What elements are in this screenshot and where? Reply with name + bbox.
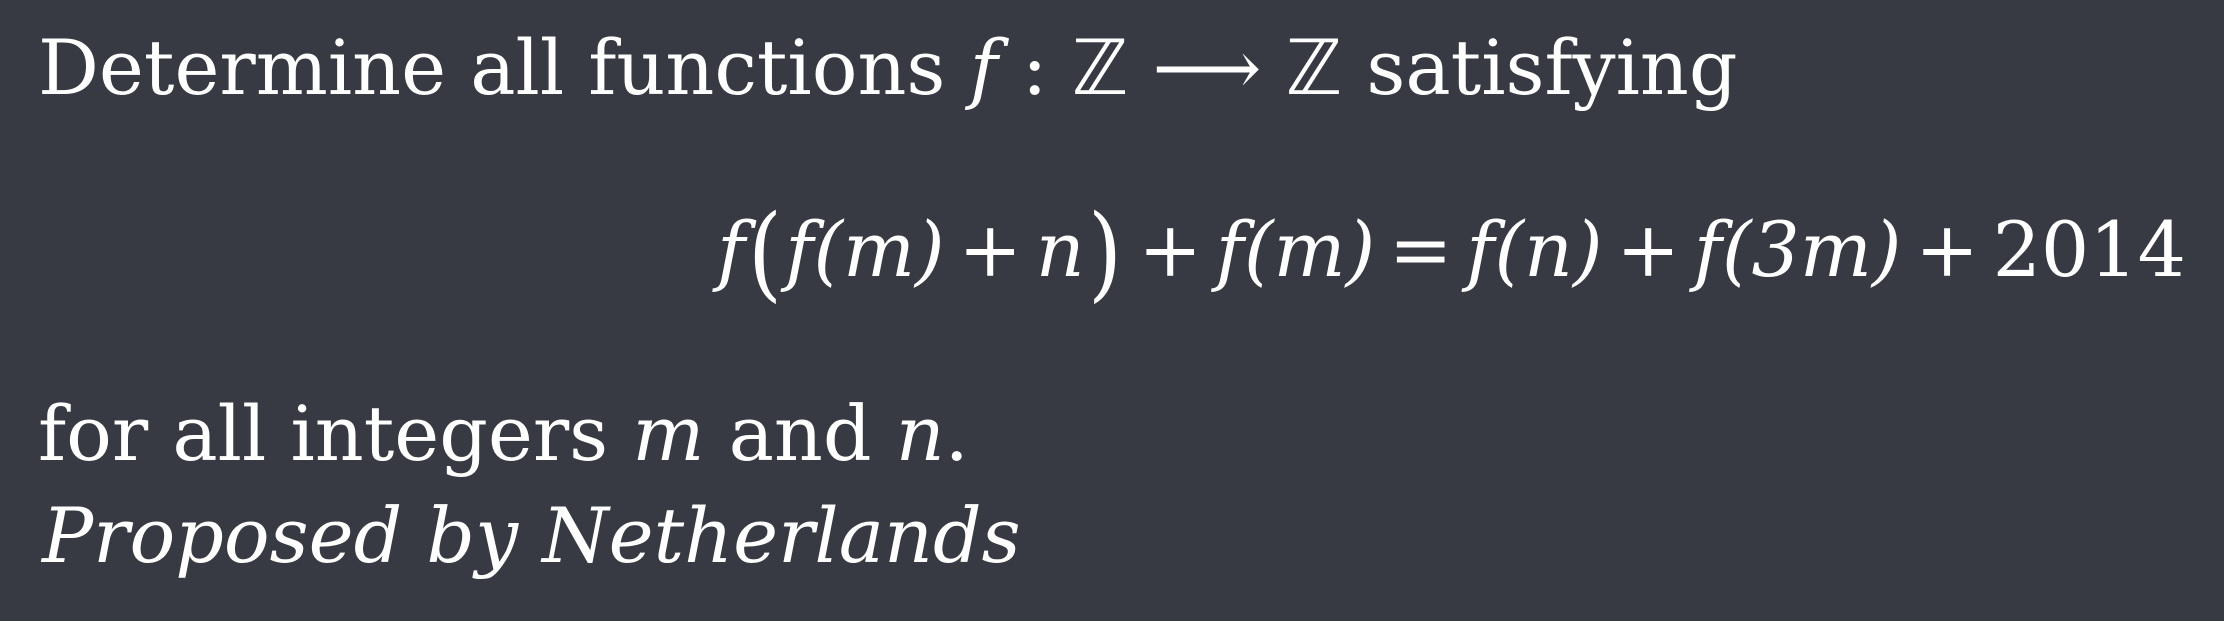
eq-inner-fm: f(m) — [785, 205, 945, 294]
function-symbol: f — [969, 23, 998, 112]
outro-text-2: and — [728, 389, 872, 478]
eq-outer-f: f — [717, 205, 746, 294]
codomain-set-symbol: ℤ — [1285, 23, 1343, 112]
eq-plus-4: + — [1915, 205, 1979, 294]
eq-plus-3: + — [1616, 205, 1681, 294]
problem-intro-line — [38, 23, 1738, 112]
eq-plus-1: + — [958, 205, 1023, 294]
eq-rhs-f3m: f(3m) — [1693, 205, 1902, 294]
proposer-credit: Proposed by Netherlands — [42, 491, 1021, 580]
outro-text-1: for all integers — [38, 389, 609, 478]
eq-big-open-paren: ( — [748, 194, 783, 314]
var-n: n — [895, 389, 945, 478]
arrow-symbol: ⟶ — [1152, 23, 1262, 112]
eq-plus-2: + — [1138, 205, 1203, 294]
problem-outro-line — [38, 389, 969, 478]
colon-symbol: : — [1021, 23, 1048, 112]
eq-equals: = — [1388, 205, 1453, 294]
var-m: m — [632, 389, 705, 478]
intro-tail: satisfying — [1366, 23, 1738, 112]
eq-big-close-paren: ) — [1087, 194, 1122, 314]
eq-constant: 2014 — [1992, 205, 2186, 294]
outro-period: . — [944, 389, 969, 478]
intro-text: Determine all functions — [38, 23, 946, 112]
eq-var-n: n — [1035, 205, 1085, 294]
functional-equation — [717, 194, 2186, 314]
eq-rhs-fn: f(n) — [1466, 205, 1603, 294]
domain-set-symbol: ℤ — [1071, 23, 1129, 112]
eq-lhs-fm: f(m) — [1215, 205, 1376, 294]
